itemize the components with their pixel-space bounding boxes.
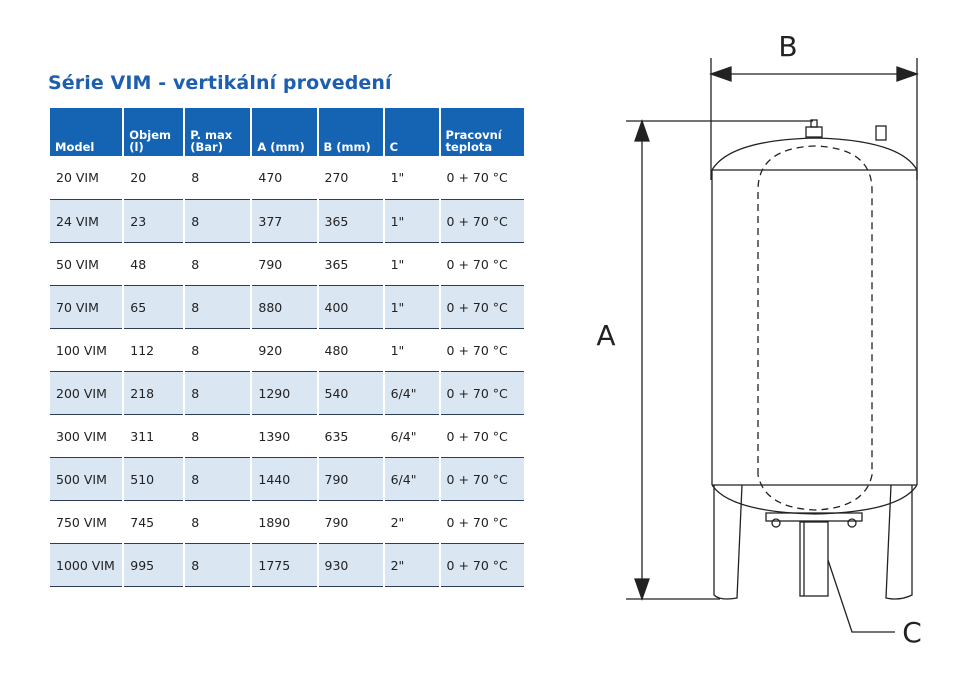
table-row [50, 200, 524, 243]
table-row [50, 544, 524, 587]
table-cell: 0 + 70 °C [441, 458, 524, 501]
table-cell: 1775 [252, 544, 316, 587]
table-row [50, 415, 524, 458]
table-cell: 1390 [252, 415, 316, 458]
table-cell: 270 [319, 156, 383, 200]
table-cell: 1" [385, 243, 439, 286]
table-cell: 0 + 70 °C [441, 544, 524, 587]
table-cell: 311 [124, 415, 183, 458]
table-cell: 790 [319, 501, 383, 544]
bolt-right [848, 519, 856, 527]
table-cell: 200 VIM [50, 372, 122, 415]
table-cell: 8 [185, 156, 250, 200]
table-cell: 23 [124, 200, 183, 243]
table-cell: 6/4" [385, 458, 439, 501]
table-cell: 400 [319, 286, 383, 329]
bolt-left [772, 519, 780, 527]
table-cell: 750 VIM [50, 501, 122, 544]
table-cell: 1890 [252, 501, 316, 544]
header-a: A (mm) [252, 108, 316, 156]
table-cell: 930 [319, 544, 383, 587]
spec-table [48, 108, 526, 587]
table-cell: 1" [385, 329, 439, 372]
table-cell: 2" [385, 544, 439, 587]
table-cell: 0 + 70 °C [441, 286, 524, 329]
label-b: B [778, 30, 798, 63]
table-cell: 20 [124, 156, 183, 200]
table-cell: 100 VIM [50, 329, 122, 372]
header-volume: Objem (l) [124, 108, 183, 156]
table-cell: 20 VIM [50, 156, 122, 200]
table-cell: 0 + 70 °C [441, 415, 524, 458]
b-arrow-left [711, 67, 731, 81]
table-cell: 880 [252, 286, 316, 329]
table-cell: 377 [252, 200, 316, 243]
table-cell: 0 + 70 °C [441, 329, 524, 372]
table-cell: 112 [124, 329, 183, 372]
a-arrow-bottom [635, 579, 649, 599]
table-cell: 65 [124, 286, 183, 329]
table-row [50, 372, 524, 415]
membrane-outline [758, 146, 872, 510]
table-cell: 365 [319, 243, 383, 286]
table-cell: 8 [185, 286, 250, 329]
header-b: B (mm) [319, 108, 383, 156]
table-row [50, 458, 524, 501]
table-cell: 6/4" [385, 415, 439, 458]
table-cell: 8 [185, 200, 250, 243]
table-cell: 540 [319, 372, 383, 415]
table-cell: 1290 [252, 372, 316, 415]
table-cell: 745 [124, 501, 183, 544]
table-cell: 995 [124, 544, 183, 587]
header-pmax: P. max (Bar) [185, 108, 250, 156]
table-cell: 1" [385, 286, 439, 329]
table-cell: 2" [385, 501, 439, 544]
table-cell: 920 [252, 329, 316, 372]
table-row [50, 243, 524, 286]
c-leader-line [828, 560, 895, 632]
left-leg [714, 485, 742, 599]
table-cell: 790 [319, 458, 383, 501]
page-title: Série VIM - vertikální provedení [48, 72, 392, 94]
right-leg [886, 485, 912, 599]
table-row [50, 329, 524, 372]
table-cell: 0 + 70 °C [441, 501, 524, 544]
top-fitting [806, 127, 822, 137]
table-cell: 8 [185, 415, 250, 458]
table-cell: 635 [319, 415, 383, 458]
header-c: C [385, 108, 439, 156]
table-cell: 70 VIM [50, 286, 122, 329]
table-cell: 8 [185, 501, 250, 544]
table-cell: 470 [252, 156, 316, 200]
table-cell: 790 [252, 243, 316, 286]
table-cell: 0 + 70 °C [441, 372, 524, 415]
table-cell: 510 [124, 458, 183, 501]
table-cell: 218 [124, 372, 183, 415]
table-cell: 24 VIM [50, 200, 122, 243]
tank-diagram [560, 20, 960, 670]
table-cell: 480 [319, 329, 383, 372]
b-arrow-right [897, 67, 917, 81]
label-c: C [902, 616, 922, 649]
table-cell: 0 + 70 °C [441, 243, 524, 286]
table-cell: 500 VIM [50, 458, 122, 501]
table-cell: 365 [319, 200, 383, 243]
table-row [50, 501, 524, 544]
header-temperature: Pracovní teplota [441, 108, 524, 156]
table-cell: 0 + 70 °C [441, 156, 524, 200]
header-model: Model [50, 108, 122, 156]
table-cell: 0 + 70 °C [441, 200, 524, 243]
table-header-row [50, 108, 524, 156]
a-arrow-top [635, 121, 649, 141]
table-cell: 8 [185, 372, 250, 415]
table-cell: 1" [385, 156, 439, 200]
label-a: A [596, 319, 616, 352]
table-cell: 1000 VIM [50, 544, 122, 587]
table-cell: 8 [185, 329, 250, 372]
air-valve [876, 126, 886, 140]
table-cell: 300 VIM [50, 415, 122, 458]
table-cell: 48 [124, 243, 183, 286]
table-row [50, 286, 524, 329]
table-cell: 1440 [252, 458, 316, 501]
table-cell: 8 [185, 544, 250, 587]
table-row [50, 156, 524, 200]
table-cell: 8 [185, 458, 250, 501]
table-cell: 8 [185, 243, 250, 286]
table-cell: 50 VIM [50, 243, 122, 286]
table-cell: 6/4" [385, 372, 439, 415]
tank-top-dome [712, 138, 917, 170]
table-cell: 1" [385, 200, 439, 243]
